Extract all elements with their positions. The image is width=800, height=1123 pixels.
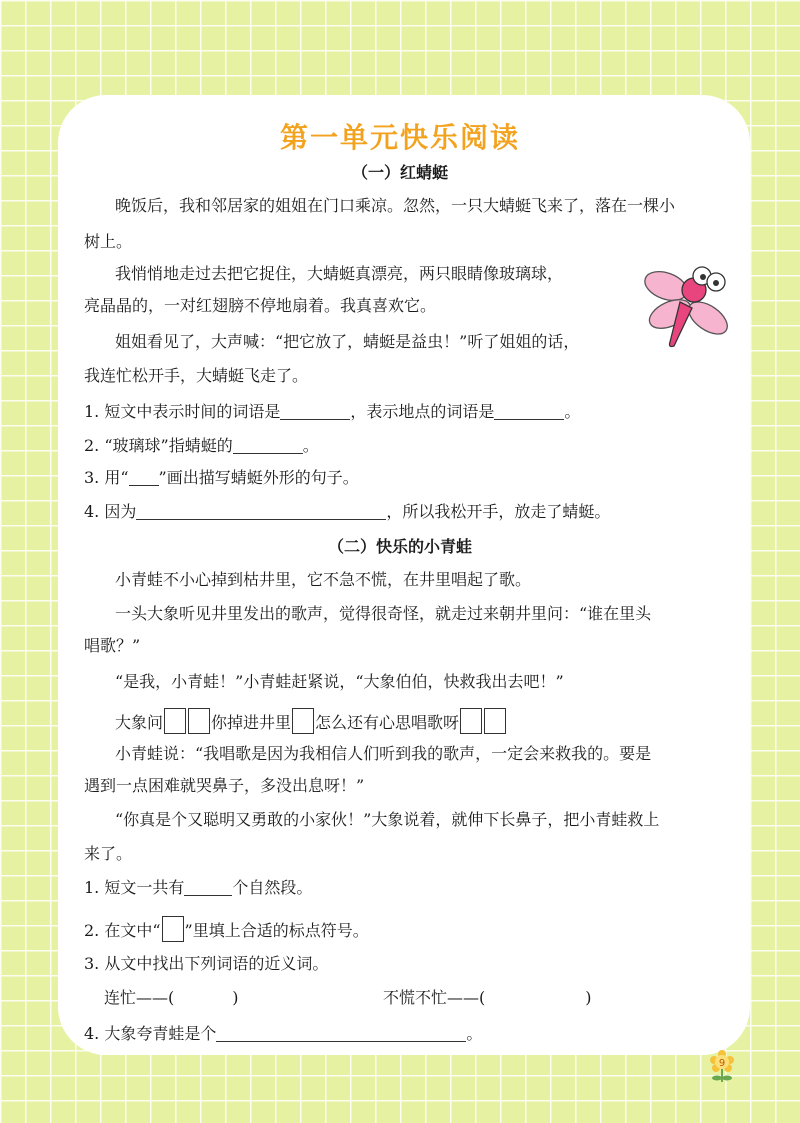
punctuation-box[interactable] — [188, 708, 210, 734]
punctuation-box-sample — [162, 916, 184, 942]
s2-para4: 大象问 你掉进井里 怎么还有心思唱歌呀 — [115, 708, 507, 734]
s2-q3-item-1: 连忙——( ) — [104, 988, 239, 1007]
answer-blank[interactable] — [184, 879, 232, 896]
page-title: 第一单元快乐阅读 — [279, 121, 520, 154]
punctuation-box[interactable] — [484, 708, 506, 734]
punctuation-box[interactable] — [460, 708, 482, 734]
punctuation-box[interactable] — [292, 708, 314, 734]
s1-para2-line2: 亮晶晶的，一对红翅膀不停地扇着。我真喜欢它。 — [84, 296, 437, 315]
underline-sample — [129, 469, 159, 486]
s2-para2-line1: 一头大象听见井里发出的歌声，觉得很奇怪，就走过来朝井里问：“谁在里头 — [115, 604, 652, 623]
s1-para1-line1: 晚饭后，我和邻居家的姐姐在门口乘凉。忽然，一只大蜻蜓飞来了，落在一棵小 — [115, 196, 676, 215]
s2-para6-line1: “你真是个又聪明又勇敢的小家伙！”大象说着，就伸下长鼻子，把小青蛙救上 — [115, 810, 660, 829]
s2-para2-line2: 唱歌？” — [84, 636, 141, 655]
page-number: 9 — [718, 1058, 726, 1069]
answer-blank[interactable] — [216, 1025, 466, 1042]
s2-question-4: 4. 大象夸青蛙是个 。 — [84, 1024, 483, 1043]
page-number-flower-icon — [708, 1050, 736, 1086]
s1-question-1: 1. 短文中表示时间的词语是 ，表示地点的词语是 。 — [84, 402, 581, 421]
answer-blank[interactable] — [136, 503, 386, 520]
s1-question-4: 4. 因为 ，所以我松开手，放走了蜻蜓。 — [84, 502, 611, 521]
s2-para5-line1: 小青蛙说：“我唱歌是因为我相信人们听到我的歌声，一定会来救我的。要是 — [115, 744, 652, 763]
section2-heading: （二）快乐的小青蛙 — [327, 537, 472, 556]
s2-para5-line2: 遇到一点困难就哭鼻子，多没出息呀！” — [84, 776, 365, 795]
s2-para1: 小青蛙不小心掉到枯井里，它不急不慌，在井里唱起了歌。 — [115, 570, 532, 589]
s2-question-2: 2. 在文中“ ”里填上合适的标点符号。 — [84, 916, 369, 942]
s2-para3: “是我，小青蛙！”小青蛙赶紧说，“大象伯伯，快救我出去吧！” — [115, 672, 564, 691]
s1-para3-line2: 我连忙松开手，大蜻蜓飞走了。 — [84, 366, 309, 385]
answer-blank[interactable] — [280, 403, 350, 420]
punctuation-box[interactable] — [164, 708, 186, 734]
s2-q3-item-2: 不慌不忙——( ) — [383, 988, 592, 1007]
s2-question-3: 3. 从文中找出下列词语的近义词。 — [84, 954, 329, 973]
section1-heading: （一）红蜻蜓 — [351, 163, 448, 182]
s1-question-3: 3. 用“ ”画出描写蜻蜓外形的句子。 — [84, 468, 359, 487]
s1-para2-line1: 我悄悄地走过去把它捉住，大蜻蜓真漂亮，两只眼睛像玻璃球， — [115, 264, 564, 283]
answer-blank[interactable] — [233, 437, 303, 454]
dragonfly-illustration — [640, 256, 736, 356]
answer-blank[interactable] — [494, 403, 564, 420]
s1-para3-line1: 姐姐看见了，大声喊：“把它放了，蜻蜓是益虫！”听了姐姐的话， — [115, 332, 580, 351]
s2-question-1: 1. 短文一共有 个自然段。 — [84, 878, 313, 897]
s2-para6-line2: 来了。 — [84, 844, 133, 863]
s1-question-2: 2. “玻璃球”指蜻蜓的 。 — [84, 436, 319, 455]
s1-para1-line2: 树上。 — [84, 232, 133, 251]
